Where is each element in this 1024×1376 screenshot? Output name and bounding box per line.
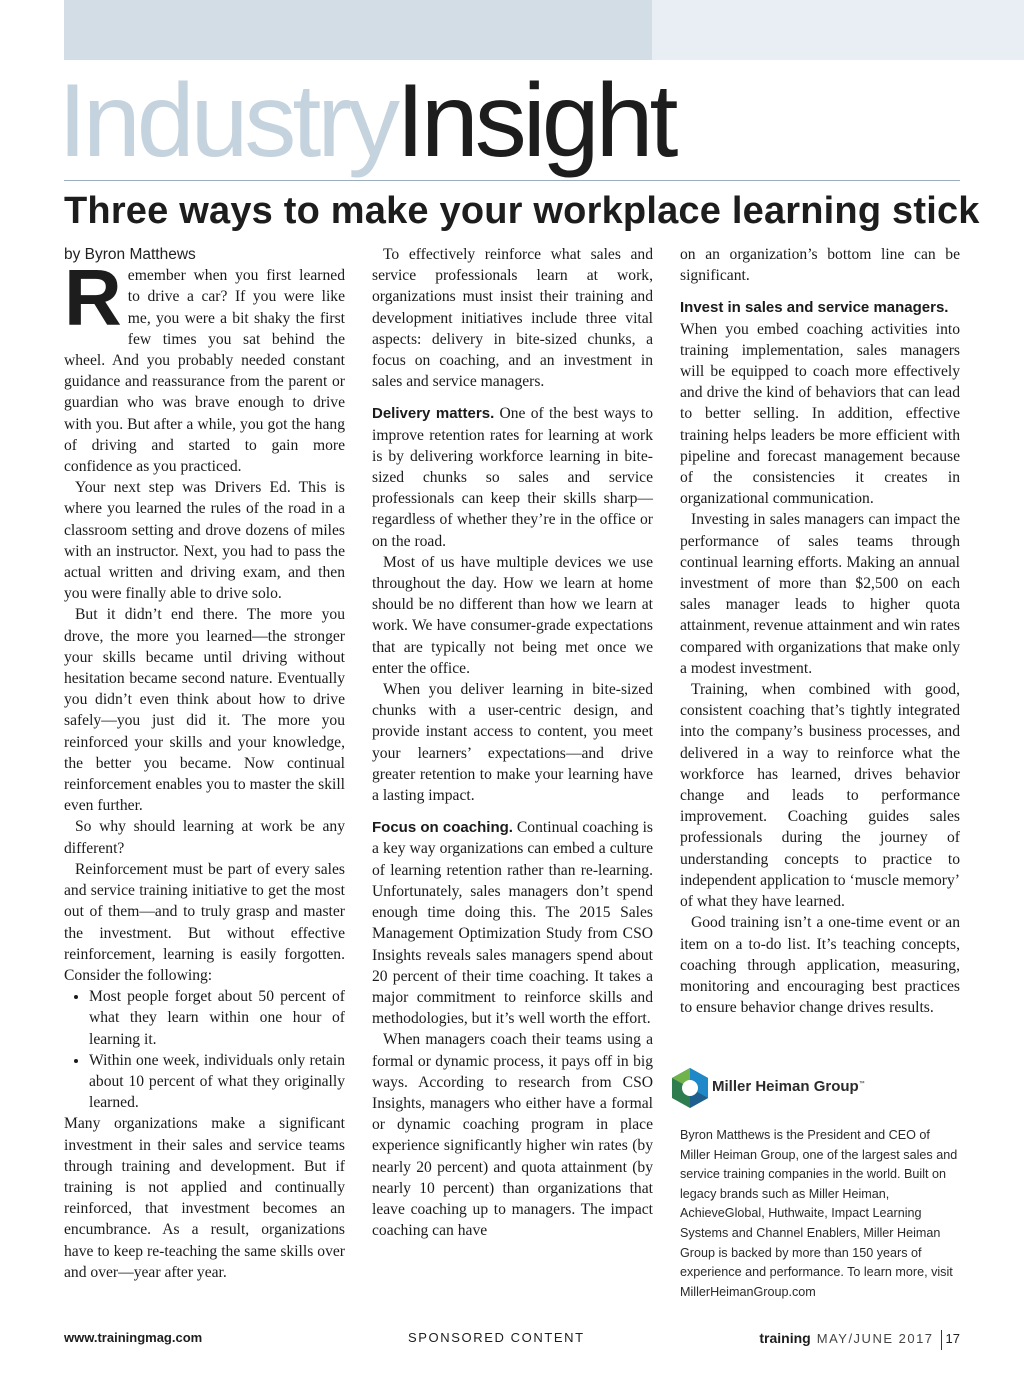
footer-brand: training	[759, 1330, 811, 1346]
footer-divider	[941, 1330, 942, 1350]
paragraph-text: One of the best ways to improve retention rates for learning at work is by delivering workforce learning in bite-sized chunks so sales and service professionals can keep their skills sharp—regardless of whether they’re in the office or on the road.	[372, 405, 654, 550]
masthead-light: Industry	[58, 63, 396, 179]
bullet-item: • Most people forget about 50 percent of what they learn within one hour of learning it.	[89, 986, 345, 1050]
article-headline: Three ways to make your workplace learning stick	[64, 190, 980, 232]
paragraph: Training, when combined with good, consistent coaching that’s tightly integrated into the company’s business processes, and delivered in a way to reinforce what the workforce has learned, drives behavior change and leads to performance improvement. Coaching guides sales professionals during the journey of understanding concepts to practice to independent application to ‘muscle memory’ of what they have learned.	[680, 681, 960, 911]
paragraph	[372, 403, 653, 551]
logo-wordmark	[712, 1078, 865, 1095]
paragraph: When you embed coaching activities into training implementation, sales managers will be equipped to coach more effectively and drive the kind of behaviors that can lead to better selling. In addition, effective training helps leaders be more efficient with pipeline and forecast management because of the consistencies it creates in organizational communication.	[680, 320, 960, 508]
section-lead-invest	[680, 297, 960, 318]
logo-trademark: ™	[858, 1081, 865, 1087]
column-1	[64, 244, 345, 1283]
paragraph-text: Continual coaching is a key way organizations can embed a culture of learning retention rather than re-learning. Unfortunately, sales managers don’t spend enough time doing this. The 2015 Sales Management Optimization Study from CSO Insights reveals sales managers spend about 20 percent of their time coaching. It takes a major commitment to reinforce skills and methodologies, but it’s well worth the effort.	[372, 819, 653, 1028]
footer-sponsored: SPONSORED CONTENT	[408, 1330, 585, 1345]
byline: by Byron Matthews	[64, 246, 196, 263]
masthead-dark: Insight	[395, 63, 675, 179]
masthead-rule	[64, 180, 960, 181]
footer-website[interactable]: www.trainingmag.com	[64, 1330, 203, 1345]
paragraph: Most of us have multiple devices we use throughout the day. How we learn at home should be no different than how we learn at work. We have consumer-grade expectations that are typically not being met once we enter the office.	[372, 553, 653, 677]
column-3	[680, 244, 960, 1018]
hexagon-logo-icon	[670, 1067, 710, 1109]
column-2	[372, 244, 653, 1241]
paragraph: Investing in sales managers can impact the performance of sales teams through continual learning efforts. Making an annual investment of more than $2,500 on each sales manager leads to higher quota attainment, revenue attainment and win rates compared with organizations that make only a modest investment.	[680, 511, 960, 677]
drop-cap: R	[64, 253, 122, 343]
page-number: 17	[945, 1331, 960, 1346]
paragraph: Reinforcement must be part of every sales and service training initiative to get the most out of them—and to truly grasp and master the investment. But without effective reinforcement, learning is easily forgotten. Consider the following:	[64, 860, 345, 984]
paragraph	[372, 817, 653, 1029]
paragraph: When managers coach their teams using a formal or dynamic process, it pays off in big ways. According to research from CSO Insights, managers who either have a formal or dynamic coaching program in place experience significantly higher win rates (by nearly 20 percent) and quota attainment (by nearly 10 percent) than organizations that leave coaching up to managers. The impact coaching can have	[372, 1031, 653, 1240]
bullet-list	[64, 986, 345, 1113]
paragraph: When you deliver learning in bite-sized chunks with a user-centric design, and provide instant access to content, you meet your learners’ expectations—and drive greater retention to make your learning have a lasting impact.	[372, 681, 653, 805]
logo-name: Miller Heiman Group	[712, 1078, 859, 1095]
section-lead-delivery: Delivery matters.	[372, 405, 495, 423]
bullet-item: • Within one week, individuals only retain about 10 percent of what they originally learned.	[89, 1050, 345, 1114]
header-band-light	[652, 0, 1024, 60]
masthead	[58, 56, 674, 186]
paragraph: To effectively reinforce what sales and service professionals learn at work, organizations must insist their training and development initiatives include three vital aspects: delivery in bite-sized chunks, a focus on coaching, and an investment in sales and service managers.	[372, 246, 653, 391]
author-bio: Byron Matthews is the President and CEO of Miller Heiman Group, one of the largest sales and service training companies in the world. Built on legacy brands such as Miller Heiman, AchieveGlobal, Huthwaite, Impact Learning Systems and Channel Enablers, Miller Heiman Group is backed by more than 150 years of experience and performance. To learn more, visit MillerHeimanGroup.com	[680, 1128, 958, 1299]
paragraph: on an organization’s bottom line can be significant.	[680, 246, 960, 285]
paragraph: Your next step was Drivers Ed. This is where you learned the rules of the road in a classroom setting and drove dozens of miles with an instructor. Next, you had to pass the actual written and driving exam, and then you were finally able to drive solo.	[64, 479, 345, 603]
paragraph: But it didn’t end there. The more you drove, the more you learned—the stronger your skills became until driving without hesitation became second nature. Eventually you didn’t even think about how to drive safely—you just did it. The more you reinforced your skills and your knowledge, the better you became. Now continual reinforcement enables you to master the skill even further.	[64, 606, 345, 815]
paragraph-text: emember when you first learned to drive a car? If you were like me, you were a bit shaky the first few times you sat behind the wheel. And you probably needed constant guidance and reassurance from the parent or guardian who was brave enough to drive with you. But after a while, you got the hang of driving and started to gain more confidence as you practiced.	[64, 267, 345, 476]
paragraph: Many organizations make a significant investment in their sales and service teams through training and development. But if training is not applied and continually reinforced, that investment becomes an encumbrance. As a result, organizations have to keep re-teaching the same skills over and over—year after year.	[64, 1115, 345, 1281]
section-lead-text: Invest in sales and service managers.	[680, 299, 949, 317]
footer-date: MAY/JUNE 2017	[816, 1331, 934, 1346]
sponsor-logo	[670, 1067, 970, 1109]
section-lead-coaching: Focus on coaching.	[372, 819, 513, 837]
footer-issue	[759, 1328, 960, 1350]
paragraph: Good training isn’t a one-time event or an item on a to-do list. It’s teaching concepts, coaching through application, measuring, monitoring and encouraging best practices to ensure behavior change drives results.	[680, 914, 960, 1017]
paragraph: So why should learning at work be any different?	[64, 818, 345, 857]
